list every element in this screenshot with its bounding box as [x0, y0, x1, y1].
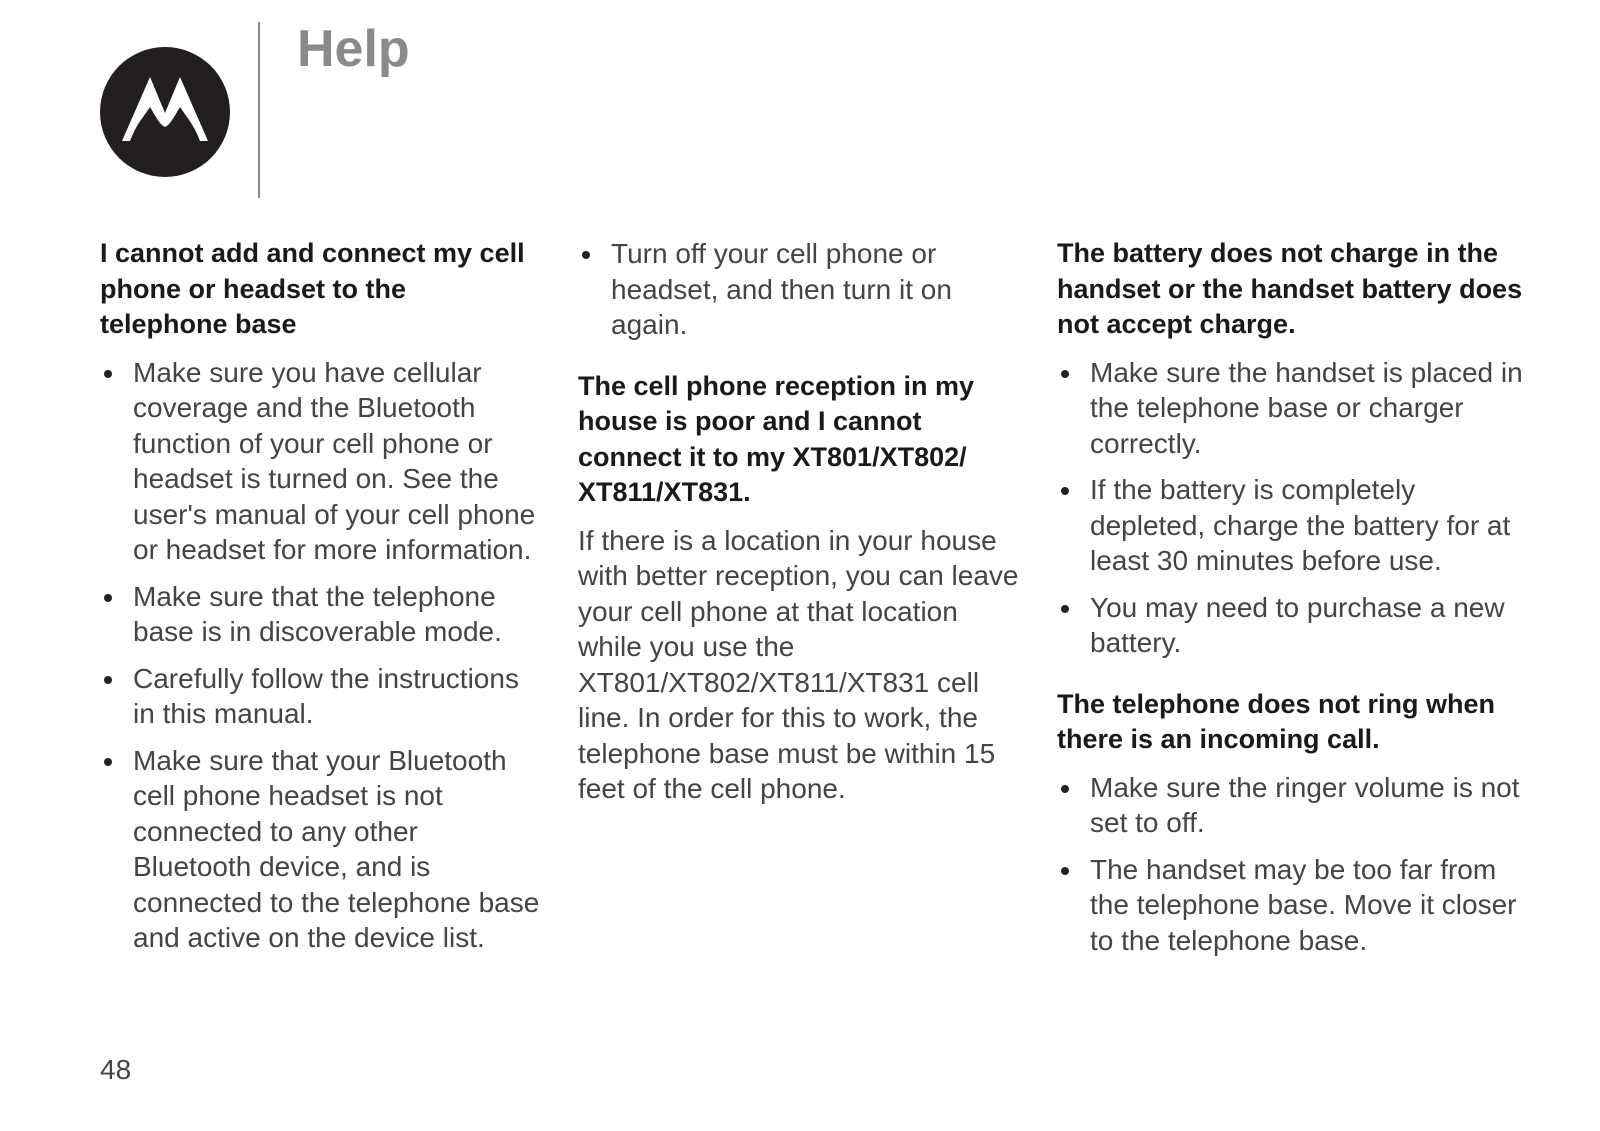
section-heading: The cell phone reception in my house is poor and I cannot connect it to my XT801/XT802/ XT811/XT831.	[578, 370, 975, 507]
list-item: Make sure the handset is placed in the telephone base or charger correctly.	[1057, 355, 1527, 462]
bullet-icon	[104, 758, 112, 766]
bullet-icon	[582, 251, 590, 259]
column-1	[100, 236, 540, 967]
section-heading: I cannot add and connect my cell phone or headset to the telephone base	[100, 238, 525, 339]
list-item: You may need to purchase a new battery.	[1057, 590, 1527, 661]
list-item: The handset may be too far from the telephone base. Move it closer to the telephone base.	[1057, 852, 1527, 959]
bullet-icon	[1061, 867, 1069, 875]
section-heading: The battery does not charge in the handset or the handset battery does not accept charge.	[1057, 238, 1523, 339]
bullet-list	[1057, 770, 1527, 959]
list-item: If the battery is completely depleted, charge the battery for at least 30 minutes before use.	[1057, 472, 1527, 579]
column-2	[578, 236, 1028, 807]
bullet-icon	[104, 370, 112, 378]
bullet-icon	[1061, 605, 1069, 613]
list-item: Make sure the ringer volume is not set to off.	[1057, 770, 1527, 841]
bullet-list	[100, 355, 540, 956]
list-item: Make sure that the telephone base is in discoverable mode.	[100, 579, 540, 650]
section-heading: The telephone does not ring when there is an incoming call.	[1057, 688, 1496, 754]
section-paragraph: If there is a location in your house with better reception, you can leave your cell phone at that location while you use the XT801/XT802/XT811/XT831 cell line. In order for this to work, the telephone base must be within 15 feet of the cell phone.	[578, 524, 1019, 804]
bullet-icon	[1061, 370, 1069, 378]
bullet-list	[578, 236, 1028, 343]
bullet-icon	[104, 594, 112, 602]
list-item: Make sure you have cellular coverage and the Bluetooth function of your cell phone or headset is turned on. See the user's manual of your cell phone or headset for more information.	[100, 355, 540, 568]
list-item: Turn off your cell phone or headset, and then turn it on again.	[578, 236, 1028, 343]
list-item: Make sure that your Bluetooth cell phone headset is not connected to any other Bluetooth device, and is connected to the telephone base and active on the device list.	[100, 743, 540, 956]
page-number: 48	[100, 1054, 132, 1085]
bullet-icon	[1061, 785, 1069, 793]
bullet-icon	[104, 676, 112, 684]
header-divider	[258, 22, 260, 198]
list-item: Carefully follow the instructions in this manual.	[100, 661, 540, 732]
motorola-logo-icon	[100, 47, 230, 177]
page-title: Help	[297, 20, 410, 78]
bullet-list	[1057, 355, 1527, 661]
bullet-icon	[1061, 487, 1069, 495]
column-3	[1057, 236, 1527, 969]
